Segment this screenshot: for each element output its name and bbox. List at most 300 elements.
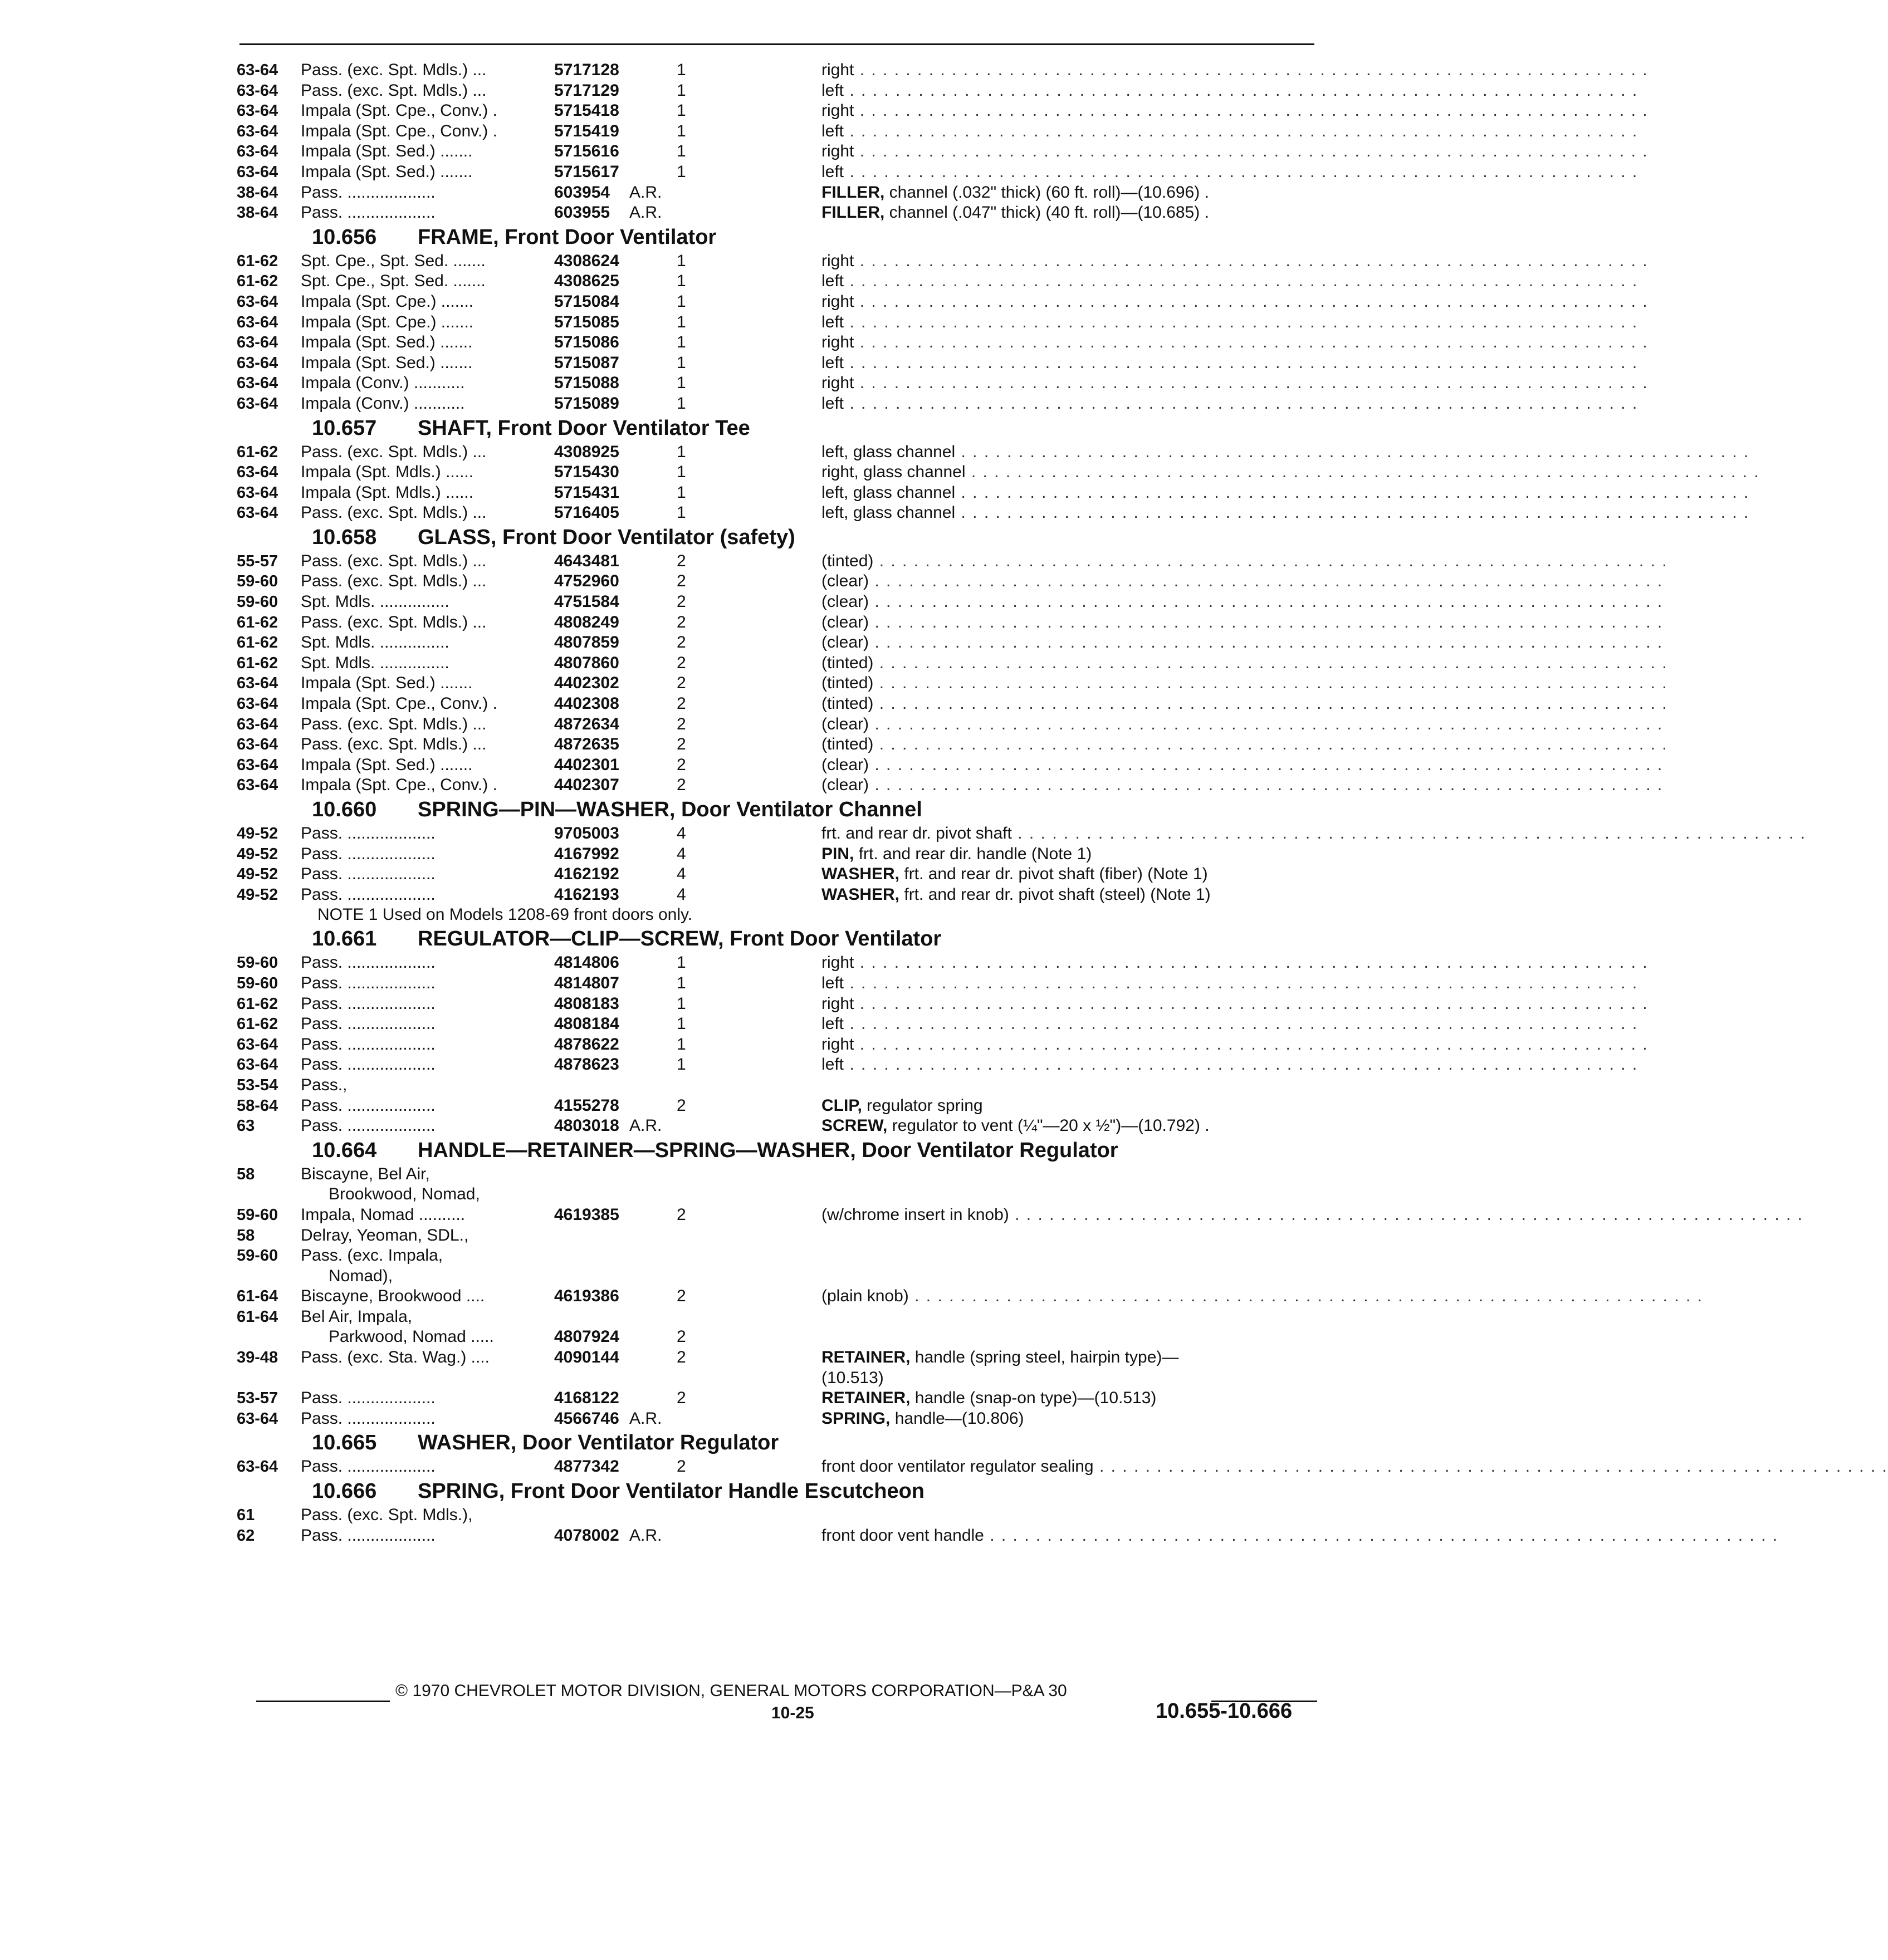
part-number: 5715431 [554, 483, 619, 502]
model-years: 63-64 [237, 163, 278, 181]
part-note [821, 332, 1649, 353]
part-number: 4402302 [554, 674, 619, 693]
model-years: 55-57 [237, 552, 278, 570]
model-years: 58 [237, 1165, 255, 1183]
part-note [821, 714, 1664, 735]
part-name: RETAINER, [821, 1348, 911, 1367]
leader-dots: . . . . . . . . . . . . . . . . . . . . . . . . . . . . . . . . . . . . . . . . . . . . . . . . . . . . . . . . . . . . . . . . . . . . . [854, 333, 1649, 352]
quantity: A.R. [629, 1526, 662, 1545]
quantity: 1 [677, 463, 686, 482]
model-description-text: Pass. ................... [301, 1389, 436, 1408]
part-note-text: (tinted) [821, 674, 874, 693]
quantity: 2 [677, 1287, 686, 1306]
leader-dots: . . . . . . . . . . . . . . . . . . . . . . . . . . . . . . . . . . . . . . . . . . . . . . . . . . . . . . . . . . . . . . . . . . . . . [869, 776, 1664, 795]
part-number: 4402308 [554, 694, 619, 713]
part-note-text: (w/chrome insert in knob) [821, 1205, 1009, 1224]
part-row [237, 162, 1638, 183]
model-years: 63-64 [237, 292, 278, 311]
part-row [237, 442, 1750, 463]
leader-dots: . . . . . . . . . . . . . . . . . . . . . . . . . . . . . . . . . . . . . . . . . . . . . . . . . . . . . . . . . . . . . . . . . . . . . [1011, 824, 1807, 842]
model-description-text: Pass. ................... [301, 1096, 436, 1115]
model-description-text: Pass. ................... [301, 973, 436, 992]
model-description-text: Impala (Spt. Sed.) ....... [301, 353, 473, 372]
part-row [237, 714, 1664, 735]
part-note-text: frt. and rear dir. handle (Note 1) [858, 844, 1092, 863]
part-note-text: front door ventilator regulator sealing [821, 1457, 1094, 1476]
part-note-text: left [821, 973, 844, 992]
part-number: 4807860 [554, 653, 619, 672]
part-number: 5715089 [554, 394, 619, 413]
part-note-text: handle (snap-on type)—(10.513) [914, 1389, 1157, 1408]
model-description-text: Pass. (exc. Spt. Mdls.) ... [301, 81, 487, 100]
part-number: 4878622 [554, 1035, 619, 1054]
part-note-text: right [821, 142, 854, 161]
part-note [821, 312, 1638, 333]
leader-dots: . . . . . . . . . . . . . . . . . . . . . . . . . . . . . . . . . . . . . . . . . . . . . . . . . . . . . . . . . . . . . . . . . . . . . [854, 994, 1649, 1013]
section-heading [237, 523, 1320, 551]
model-years: 63-64 [237, 1035, 278, 1054]
model-description [301, 1307, 624, 1327]
part-note-text: (tinted) [821, 653, 874, 672]
part-note [821, 824, 1807, 844]
part-number: 603955 [554, 203, 610, 222]
model-years: 61-64 [237, 1287, 278, 1306]
part-note [821, 734, 1668, 755]
quantity: 2 [677, 551, 686, 570]
part-note [821, 292, 1649, 312]
model-years: 63 [237, 1117, 255, 1135]
part-row [237, 1075, 1320, 1096]
model-years: 63-64 [237, 81, 278, 100]
model-description-text: Pass. ................... [301, 885, 436, 904]
page-number: 10-25 [771, 1704, 814, 1722]
part-row [237, 612, 1664, 633]
part-note-text: right [821, 292, 854, 311]
model-description-text: Pass. (exc. Spt. Mdls.) ... [301, 551, 487, 570]
part-row [237, 1266, 1320, 1287]
quantity: 4 [677, 824, 686, 842]
quantity: 1 [677, 353, 686, 372]
model-description-text: Impala (Spt. Sed.) ....... [301, 755, 473, 774]
part-number: 4566746 [554, 1409, 619, 1428]
model-description-text: Biscayne, Brookwood .... [301, 1287, 485, 1306]
section-number: 10.664 [312, 1138, 377, 1162]
part-row [237, 101, 1649, 121]
part-number: 4814806 [554, 953, 619, 972]
model-description-text: Pass. ................... [301, 1055, 436, 1074]
part-row [237, 1226, 1320, 1246]
model-description-text: Pass. ................... [301, 1116, 436, 1135]
part-number: 4814807 [554, 973, 619, 992]
quantity: 1 [677, 61, 686, 79]
quantity: 1 [677, 973, 686, 992]
part-row [237, 755, 1664, 776]
quantity: 1 [677, 1035, 686, 1054]
part-number: 4090144 [554, 1348, 619, 1367]
model-description-text: Impala (Spt. Cpe., Conv.) . [301, 694, 497, 713]
part-row [237, 1246, 1320, 1266]
section-heading [237, 796, 1320, 824]
part-number: 4308625 [554, 272, 619, 291]
model-description-text: Impala (Spt. Cpe.) ....... [301, 312, 474, 331]
quantity: 2 [677, 714, 686, 733]
part-note [821, 1205, 1804, 1226]
part-row [237, 653, 1668, 674]
part-note [821, 183, 1323, 203]
part-row [237, 551, 1668, 572]
part-note [821, 612, 1664, 633]
model-years: 59-60 [237, 593, 278, 611]
part-number: 4619385 [554, 1205, 619, 1224]
quantity: 2 [677, 1205, 686, 1224]
part-number: 4308624 [554, 251, 619, 270]
part-note-text: left [821, 272, 844, 291]
quantity: 1 [677, 272, 686, 291]
part-row [237, 1205, 1804, 1226]
model-description-text: Biscayne, Bel Air, [301, 1164, 430, 1183]
quantity: 2 [677, 612, 686, 631]
part-number: 4168122 [554, 1389, 619, 1408]
part-note [821, 1286, 1703, 1307]
model-description [301, 1505, 624, 1526]
quantity: 2 [677, 694, 686, 713]
part-row [237, 1055, 1638, 1075]
quantity: 2 [677, 572, 686, 591]
part-note [821, 1526, 1779, 1546]
leader-dots: . . . . . . . . . . . . . . . . . . . . . . . . . . . . . . . . . . . . . . . . . . . . . . . . . . . . . . . . . . . . . . . . . . . . . [844, 312, 1638, 331]
section-title: SPRING—PIN—WASHER, Door Ventilator Channel [418, 798, 922, 821]
leader-dots: . . . . . . . . . . . . . . . . . . . . . . . . . . . . . . . . . . . . . . . . . . . . . . . . . . . . . . . . . . . . . . . . . . . . . [844, 1055, 1638, 1074]
part-note [821, 1409, 1323, 1429]
section-number: 10.656 [312, 225, 377, 249]
part-name: PIN, [821, 844, 854, 863]
model-years: 61-62 [237, 654, 278, 672]
part-number: 4162193 [554, 885, 619, 904]
model-years: 63-64 [237, 354, 278, 372]
model-description-text: Pass. (exc. Spt. Mdls.), [301, 1506, 473, 1525]
quantity: 1 [677, 292, 686, 311]
model-description-text: Pass. ................... [301, 844, 436, 863]
leader-dots: . . . . . . . . . . . . . . . . . . . . . . . . . . . . . . . . . . . . . . . . . . . . . . . . . . . . . . . . . . . . . . . . . . . . . [955, 483, 1750, 502]
part-row [237, 864, 1320, 885]
part-note [821, 844, 1323, 865]
part-number: 4752960 [554, 572, 619, 591]
footer-rule-left [256, 1701, 390, 1702]
model-description-text: Pass. (exc. Spt. Mdls.) ... [301, 714, 487, 733]
part-number: 603954 [554, 183, 610, 202]
part-note-text: right [821, 333, 854, 352]
part-note-text: handle (spring steel, hairpin type)— [914, 1348, 1179, 1367]
part-note [821, 1368, 1323, 1389]
quantity: 1 [677, 333, 686, 352]
model-description-text: Pass. ................... [301, 865, 436, 884]
part-number: 4751584 [554, 592, 619, 611]
part-number: 4808183 [554, 994, 619, 1013]
leader-dots: . . . . . . . . . . . . . . . . . . . . . . . . . . . . . . . . . . . . . . . . . . . . . . . . . . . . . . . . . . . . . . . . . . . . . [854, 1035, 1649, 1054]
model-description-text: Impala (Spt. Sed.) ....... [301, 162, 473, 181]
part-number: 4808249 [554, 612, 619, 631]
model-years: 63-64 [237, 102, 278, 120]
part-note-text: right [821, 101, 854, 120]
leader-dots: . . . . . . . . . . . . . . . . . . . . . . . . . . . . . . . . . . . . . . . . . . . . . . . . . . . . . . . . . . . . . . . . . . . . . [955, 503, 1750, 522]
part-row [237, 1505, 1320, 1526]
part-note-text: (clear) [821, 633, 869, 652]
quantity: 2 [677, 674, 686, 693]
model-description [301, 1164, 624, 1185]
part-note [821, 121, 1638, 142]
part-row [237, 824, 1807, 844]
model-years: 63-64 [237, 756, 278, 774]
part-note [821, 1116, 1323, 1136]
part-number: 4402301 [554, 755, 619, 774]
model-description-text: Pass. ................... [301, 1526, 436, 1545]
part-number: 4402307 [554, 776, 619, 795]
part-note [821, 551, 1668, 572]
part-row [237, 121, 1638, 142]
part-name: WASHER, [821, 865, 900, 884]
part-name: WASHER, [821, 885, 900, 904]
part-note-text: left, glass channel [821, 442, 956, 461]
leader-dots: . . . . . . . . . . . . . . . . . . . . . . . . . . . . . . . . . . . . . . . . . . . . . . . . . . . . . . . . . . . . . . . . . . . . . [873, 735, 1668, 754]
leader-dots: . . . . . . . . . . . . . . . . . . . . . . . . . . . . . . . . . . . . . . . . . . . . . . . . . . . . . . . . . . . . . . . . . . . . . [854, 953, 1649, 972]
part-note [821, 1388, 1323, 1409]
section-number: 10.657 [312, 416, 377, 440]
part-row [237, 633, 1664, 653]
model-years: 63-64 [237, 313, 278, 331]
part-row [237, 1526, 1779, 1546]
part-row [237, 462, 1760, 483]
part-name: FILLER, [821, 183, 885, 202]
section-heading [237, 1136, 1320, 1164]
part-note-text: channel (.047" thick) (40 ft. roll)—(10.685) . [889, 203, 1209, 222]
model-description-text: Pass. ................... [301, 1409, 436, 1428]
model-description-text: Parkwood, Nomad ..... [329, 1327, 494, 1346]
part-row [237, 571, 1664, 592]
leader-dots: . . . . . . . . . . . . . . . . . . . . . . . . . . . . . . . . . . . . . . . . . . . . . . . . . . . . . . . . . . . . . . . . . . . . . [854, 374, 1649, 393]
part-note [821, 653, 1668, 674]
part-row [237, 1035, 1649, 1055]
leader-dots: . . . . . . . . . . . . . . . . . . . . . . . . . . . . . . . . . . . . . . . . . . . . . . . . . . . . . . . . . . . . . . . . . . . . . [844, 353, 1638, 372]
part-note [821, 462, 1760, 483]
model-description-text: Pass. (exc. Spt. Mdls.) ... [301, 442, 487, 461]
part-note-text: left [821, 121, 844, 140]
section-title: HANDLE—RETAINER—SPRING—WASHER, Door Ventilator Regulator [418, 1138, 1118, 1162]
part-number: 4807859 [554, 633, 619, 652]
part-note-text: left [821, 1055, 844, 1074]
section-title: SHAFT, Front Door Ventilator Tee [418, 416, 750, 440]
part-note-text: (plain knob) [821, 1287, 909, 1306]
model-description-text: Impala, Nomad .......... [301, 1205, 466, 1224]
model-description-text: Pass. (exc. Impala, [301, 1246, 443, 1265]
quantity: 2 [677, 755, 686, 774]
model-description-text: Pass. (exc. Sta. Wag.) .... [301, 1348, 490, 1367]
model-description [301, 1075, 624, 1096]
part-row [237, 1286, 1703, 1307]
section-title: GLASS, Front Door Ventilator (safety) [418, 525, 795, 549]
leader-dots: . . . . . . . . . . . . . . . . . . . . . . . . . . . . . . . . . . . . . . . . . . . . . . . . . . . . . . . . . . . . . . . . . . . . . [844, 973, 1638, 992]
quantity: 1 [677, 312, 686, 331]
model-description-text: Impala (Spt. Cpe., Conv.) . [301, 101, 497, 120]
part-name: FILLER, [821, 203, 885, 222]
part-note-text: (tinted) [821, 694, 874, 713]
part-note [821, 101, 1649, 121]
part-note [821, 483, 1750, 503]
model-years: 53-54 [237, 1076, 278, 1094]
leader-dots: . . . . . . . . . . . . . . . . . . . . . . . . . . . . . . . . . . . . . . . . . . . . . . . . . . . . . . . . . . . . . . . . . . . . . [854, 251, 1649, 270]
part-row [237, 592, 1664, 612]
model-description-text: Pass. ................... [301, 1015, 436, 1033]
part-note-text: left, glass channel [821, 503, 956, 522]
quantity: 4 [677, 865, 686, 884]
section-heading [237, 414, 1320, 442]
part-row [237, 353, 1638, 374]
part-row [237, 1457, 1888, 1477]
model-description-text: Pass. ................... [301, 203, 436, 222]
part-number: 4643481 [554, 551, 619, 570]
model-years: 63-64 [237, 776, 278, 795]
part-number: 5715616 [554, 142, 619, 161]
part-number: 5715430 [554, 463, 619, 482]
model-years: 61-64 [237, 1307, 278, 1326]
part-row [237, 1327, 1320, 1347]
part-note-text: (clear) [821, 612, 869, 631]
leader-dots: . . . . . . . . . . . . . . . . . . . . . . . . . . . . . . . . . . . . . . . . . . . . . . . . . . . . . . . . . . . . . . . . . . . . . [844, 272, 1638, 291]
part-note [821, 1457, 1888, 1477]
model-description-text: Spt. Cpe., Spt. Sed. ....... [301, 251, 486, 270]
model-description-text: Impala (Spt. Cpe., Conv.) . [301, 121, 497, 140]
part-number: 5715084 [554, 292, 619, 311]
part-row [237, 373, 1649, 394]
part-name: SPRING, [821, 1409, 891, 1428]
model-years: 63-64 [237, 736, 278, 754]
part-number: 4878623 [554, 1055, 619, 1074]
leader-dots: . . . . . . . . . . . . . . . . . . . . . . . . . . . . . . . . . . . . . . . . . . . . . . . . . . . . . . . . . . . . . . . . . . . . . [1093, 1457, 1888, 1476]
model-years: 59-60 [237, 954, 278, 972]
section-number: 10.660 [312, 798, 377, 821]
quantity: 1 [677, 442, 686, 461]
quantity: 2 [677, 735, 686, 754]
part-row [237, 885, 1320, 905]
leader-dots: . . . . . . . . . . . . . . . . . . . . . . . . . . . . . . . . . . . . . . . . . . . . . . . . . . . . . . . . . . . . . . . . . . . . . [955, 442, 1750, 461]
leader-dots: . . . . . . . . . . . . . . . . . . . . . . . . . . . . . . . . . . . . . . . . . . . . . . . . . . . . . . . . . . . . . . . . . . . . . [873, 653, 1668, 672]
section-heading [237, 1429, 1320, 1457]
quantity: 2 [677, 1348, 686, 1367]
part-number: 5715418 [554, 101, 619, 120]
part-note-text: (tinted) [821, 735, 874, 754]
section-title: WASHER, Door Ventilator Regulator [418, 1431, 779, 1455]
part-row [237, 312, 1638, 333]
part-row [237, 60, 1649, 81]
part-note-text: right [821, 374, 854, 393]
model-description-text: Pass. (exc. Spt. Mdls.) ... [301, 503, 487, 522]
part-note [821, 864, 1323, 885]
part-note [821, 775, 1664, 796]
leader-dots: . . . . . . . . . . . . . . . . . . . . . . . . . . . . . . . . . . . . . . . . . . . . . . . . . . . . . . . . . . . . . . . . . . . . . [854, 142, 1649, 161]
part-note-text: handle—(10.806) [894, 1409, 1024, 1428]
part-row [237, 1184, 1320, 1205]
quantity: 1 [677, 994, 686, 1013]
model-description-text: Impala (Spt. Sed.) ....... [301, 674, 473, 693]
model-years: 61-62 [237, 994, 278, 1013]
model-years: 63-64 [237, 122, 278, 140]
model-description-text: Spt. Mdls. ............... [301, 592, 449, 611]
part-row [237, 1014, 1638, 1035]
part-number: 5715087 [554, 353, 619, 372]
part-note [821, 994, 1649, 1015]
part-note [821, 81, 1638, 101]
part-note-text: left [821, 162, 844, 181]
model-description-text: Impala (Conv.) ........... [301, 374, 465, 393]
part-note-text: (clear) [821, 776, 869, 795]
quantity: 2 [677, 776, 686, 795]
model-years: 59-60 [237, 572, 278, 591]
model-description-text: Delray, Yeoman, SDL., [301, 1226, 469, 1244]
section-heading [237, 1477, 1320, 1505]
part-note [821, 1014, 1638, 1035]
model-years: 49-52 [237, 825, 278, 842]
part-note-text: regulator to vent (¼"—20 x ½")—(10.792) . [892, 1116, 1210, 1135]
part-row [237, 775, 1664, 796]
model-years: 61 [237, 1506, 255, 1525]
part-note-text: left [821, 81, 844, 100]
model-description-text: Pass. (exc. Spt. Mdls.) ... [301, 572, 487, 591]
part-note-text: right [821, 1035, 854, 1054]
leader-dots: . . . . . . . . . . . . . . . . . . . . . . . . . . . . . . . . . . . . . . . . . . . . . . . . . . . . . . . . . . . . . . . . . . . . . [869, 714, 1664, 733]
part-row [237, 483, 1750, 503]
quantity: 2 [677, 592, 686, 611]
part-note [821, 633, 1664, 653]
model-description-text: Pass. ................... [301, 953, 436, 972]
quantity: 1 [677, 162, 686, 181]
model-years: 61-62 [237, 272, 278, 291]
part-row [237, 271, 1638, 292]
part-note-text: right [821, 251, 854, 270]
part-note [821, 885, 1323, 905]
quantity: 1 [677, 394, 686, 413]
part-row [237, 973, 1638, 994]
section-number: 10.665 [312, 1431, 377, 1455]
quantity: 1 [677, 953, 686, 972]
leader-dots: . . . . . . . . . . . . . . . . . . . . . . . . . . . . . . . . . . . . . . . . . . . . . . . . . . . . . . . . . . . . . . . . . . . . . [854, 292, 1649, 311]
part-note-text: (tinted) [821, 551, 874, 570]
model-years: 63-64 [237, 1056, 278, 1074]
model-years: 58 [237, 1226, 255, 1244]
quantity: A.R. [629, 183, 662, 202]
leader-dots: . . . . . . . . . . . . . . . . . . . . . . . . . . . . . . . . . . . . . . . . . . . . . . . . . . . . . . . . . . . . . . . . . . . . . [984, 1526, 1779, 1545]
part-note-text: frt. and rear dr. pivot shaft (fiber) (Note 1) [904, 865, 1208, 884]
leader-dots: . . . . . . . . . . . . . . . . . . . . . . . . . . . . . . . . . . . . . . . . . . . . . . . . . . . . . . . . . . . . . . . . . . . . . [844, 394, 1638, 413]
part-number: 4872635 [554, 735, 619, 754]
model-description [301, 1266, 652, 1287]
part-note [821, 1035, 1649, 1055]
model-description-text: Pass. ................... [301, 1035, 436, 1054]
part-note [821, 1096, 1323, 1116]
part-note [821, 353, 1638, 374]
quantity: 2 [677, 1327, 686, 1346]
leader-dots: . . . . . . . . . . . . . . . . . . . . . . . . . . . . . . . . . . . . . . . . . . . . . . . . . . . . . . . . . . . . . . . . . . . . . [873, 551, 1668, 570]
model-description [301, 1246, 624, 1266]
model-years: 63-64 [237, 1409, 278, 1428]
leader-dots: . . . . . . . . . . . . . . . . . . . . . . . . . . . . . . . . . . . . . . . . . . . . . . . . . . . . . . . . . . . . . . . . . . . . . [869, 755, 1664, 774]
quantity: 2 [677, 1457, 686, 1476]
quantity: 4 [677, 885, 686, 904]
leader-dots: . . . . . . . . . . . . . . . . . . . . . . . . . . . . . . . . . . . . . . . . . . . . . . . . . . . . . . . . . . . . . . . . . . . . . [908, 1287, 1703, 1306]
model-years: 63-64 [237, 695, 278, 713]
model-description-text: Impala (Conv.) ........... [301, 394, 465, 413]
part-number: 4803018 [554, 1116, 619, 1135]
part-note-text: right, glass channel [821, 463, 966, 482]
quantity: 4 [677, 844, 686, 863]
